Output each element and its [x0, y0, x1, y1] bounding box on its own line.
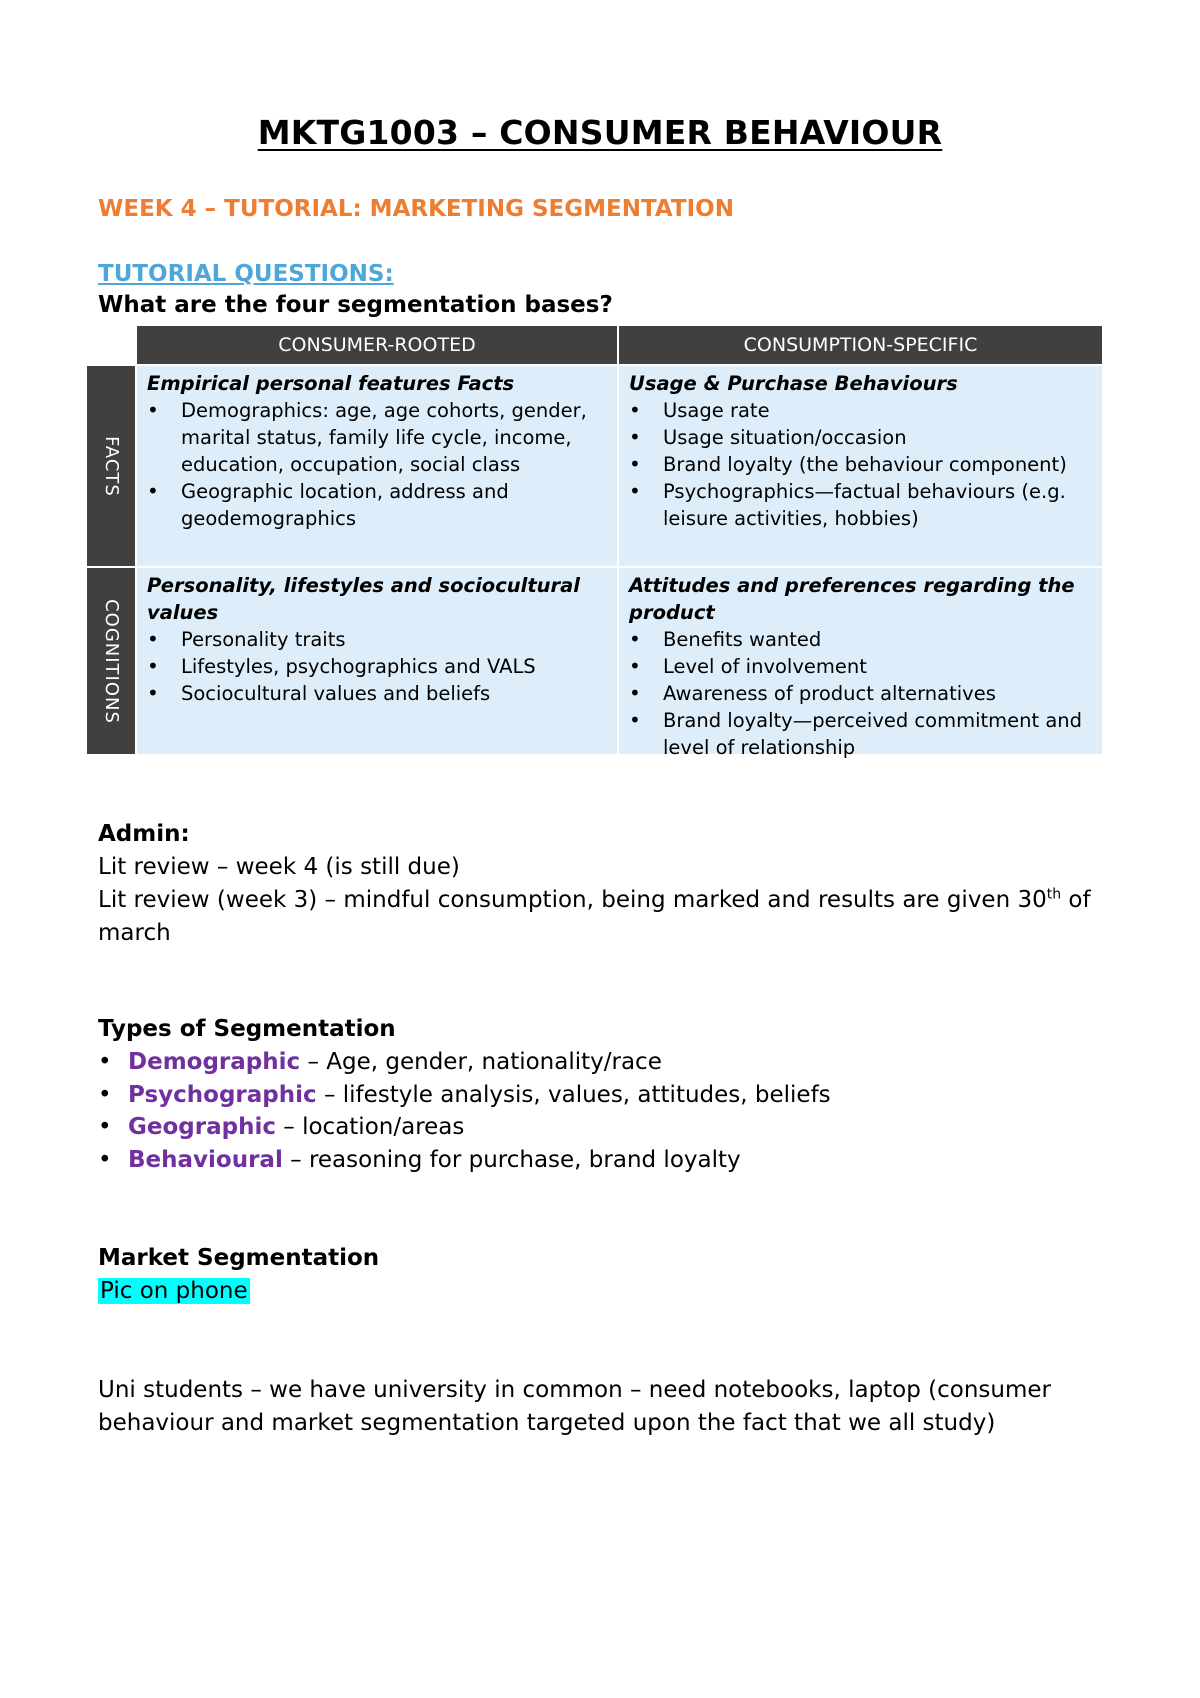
list-item	[98, 1111, 831, 1144]
cell-list	[629, 397, 1094, 532]
list-item: • Psychographics—factual behaviours (e.g. leisure activities, hobbies)	[629, 478, 1094, 532]
segment-desc: – Age, gender, nationality/race	[300, 1049, 662, 1075]
segment-desc: – lifestyle analysis, values, attitudes, beliefs	[316, 1081, 831, 1108]
cell-facts-consumption-specific	[619, 366, 1102, 566]
cell-heading: Usage & Purchase Behaviours	[629, 372, 958, 395]
list-item: • Sociocultural values and beliefs	[147, 680, 609, 707]
highlighted-note	[98, 1275, 250, 1308]
list-item	[98, 1144, 831, 1177]
cell-list	[147, 626, 609, 707]
list-item: • Personality traits	[147, 626, 609, 653]
cell-heading: Personality, lifestyles and sociocultural values	[147, 574, 580, 624]
segment-term: Geographic	[128, 1114, 276, 1140]
cell-list	[147, 397, 609, 532]
list-item	[98, 1046, 831, 1079]
week-subtitle: WEEK 4 – TUTORIAL: MARKETING SEGMENTATION	[98, 196, 734, 222]
cell-heading: Attitudes and preferences regarding the product	[629, 574, 1075, 624]
admin-heading: Admin:	[98, 821, 190, 847]
admin-line-2-text: Lit review (week 3) – mindful consumption, being marked and results are given 30	[98, 887, 1047, 913]
types-heading: Types of Segmentation	[98, 1016, 396, 1042]
admin-line-1: Lit review – week 4 (is still due)	[98, 854, 460, 880]
highlight-text: Pic on phone	[100, 1278, 248, 1304]
uni-students-paragraph: Uni students – we have university in common – need notebooks, laptop (consumer behaviour and market segmentation targeted upon the fact that we all study)	[98, 1377, 1052, 1436]
tutorial-questions-heading: TUTORIAL QUESTIONS:	[98, 261, 394, 287]
column-header-consumer-rooted: CONSUMER-ROOTED	[137, 326, 617, 364]
segment-term: Psychographic	[128, 1081, 317, 1108]
cell-cognitions-consumer-rooted	[137, 568, 617, 754]
cell-heading: Empirical personal features Facts	[147, 372, 515, 395]
tutorial-question: What are the four segmentation bases?	[98, 292, 613, 318]
segment-term: Demographic	[128, 1049, 301, 1075]
ordinal-suffix: th	[1046, 886, 1062, 903]
page-title: MKTG1003 – CONSUMER BEHAVIOUR	[257, 113, 943, 152]
market-segmentation-heading: Market Segmentation	[98, 1245, 380, 1271]
column-header-consumption-specific: CONSUMPTION-SPECIFIC	[619, 326, 1102, 364]
list-item: • Lifestyles, psychographics and VALS	[147, 653, 609, 680]
list-item: • Brand loyalty—perceived commitment and level of relationship	[629, 707, 1094, 761]
list-item: • Brand loyalty (the behaviour component)	[629, 451, 1094, 478]
cell-facts-consumer-rooted	[137, 366, 617, 566]
types-list	[98, 1046, 831, 1176]
list-item: • Demographics: age, age cohorts, gender, marital status, family life cycle, income, education, occupation, social class	[147, 397, 609, 478]
list-item: • Usage situation/occasion	[629, 424, 1094, 451]
list-item: • Usage rate	[629, 397, 1094, 424]
cell-cognitions-consumption-specific	[619, 568, 1102, 759]
row-header-facts	[87, 366, 135, 566]
segment-desc: – reasoning for purchase, brand loyalty	[282, 1146, 741, 1173]
admin-line-2-end: of march	[98, 887, 1091, 946]
row-header-cognitions	[87, 568, 135, 754]
row-label-facts: FACTS	[100, 435, 122, 497]
list-item: • Awareness of product alternatives	[629, 680, 1094, 707]
segmentation-bases-table	[87, 326, 1102, 759]
segment-term: Behavioural	[128, 1146, 283, 1173]
list-item: • Geographic location, address and geodemographics	[147, 478, 609, 532]
list-item	[98, 1079, 831, 1112]
admin-line-2	[98, 884, 1118, 950]
segment-desc: – location/areas	[275, 1114, 465, 1140]
list-item: • Level of involvement	[629, 653, 1094, 680]
cell-list	[629, 626, 1094, 761]
row-label-cognitions: COGNITIONS	[100, 598, 122, 724]
list-item: • Benefits wanted	[629, 626, 1094, 653]
